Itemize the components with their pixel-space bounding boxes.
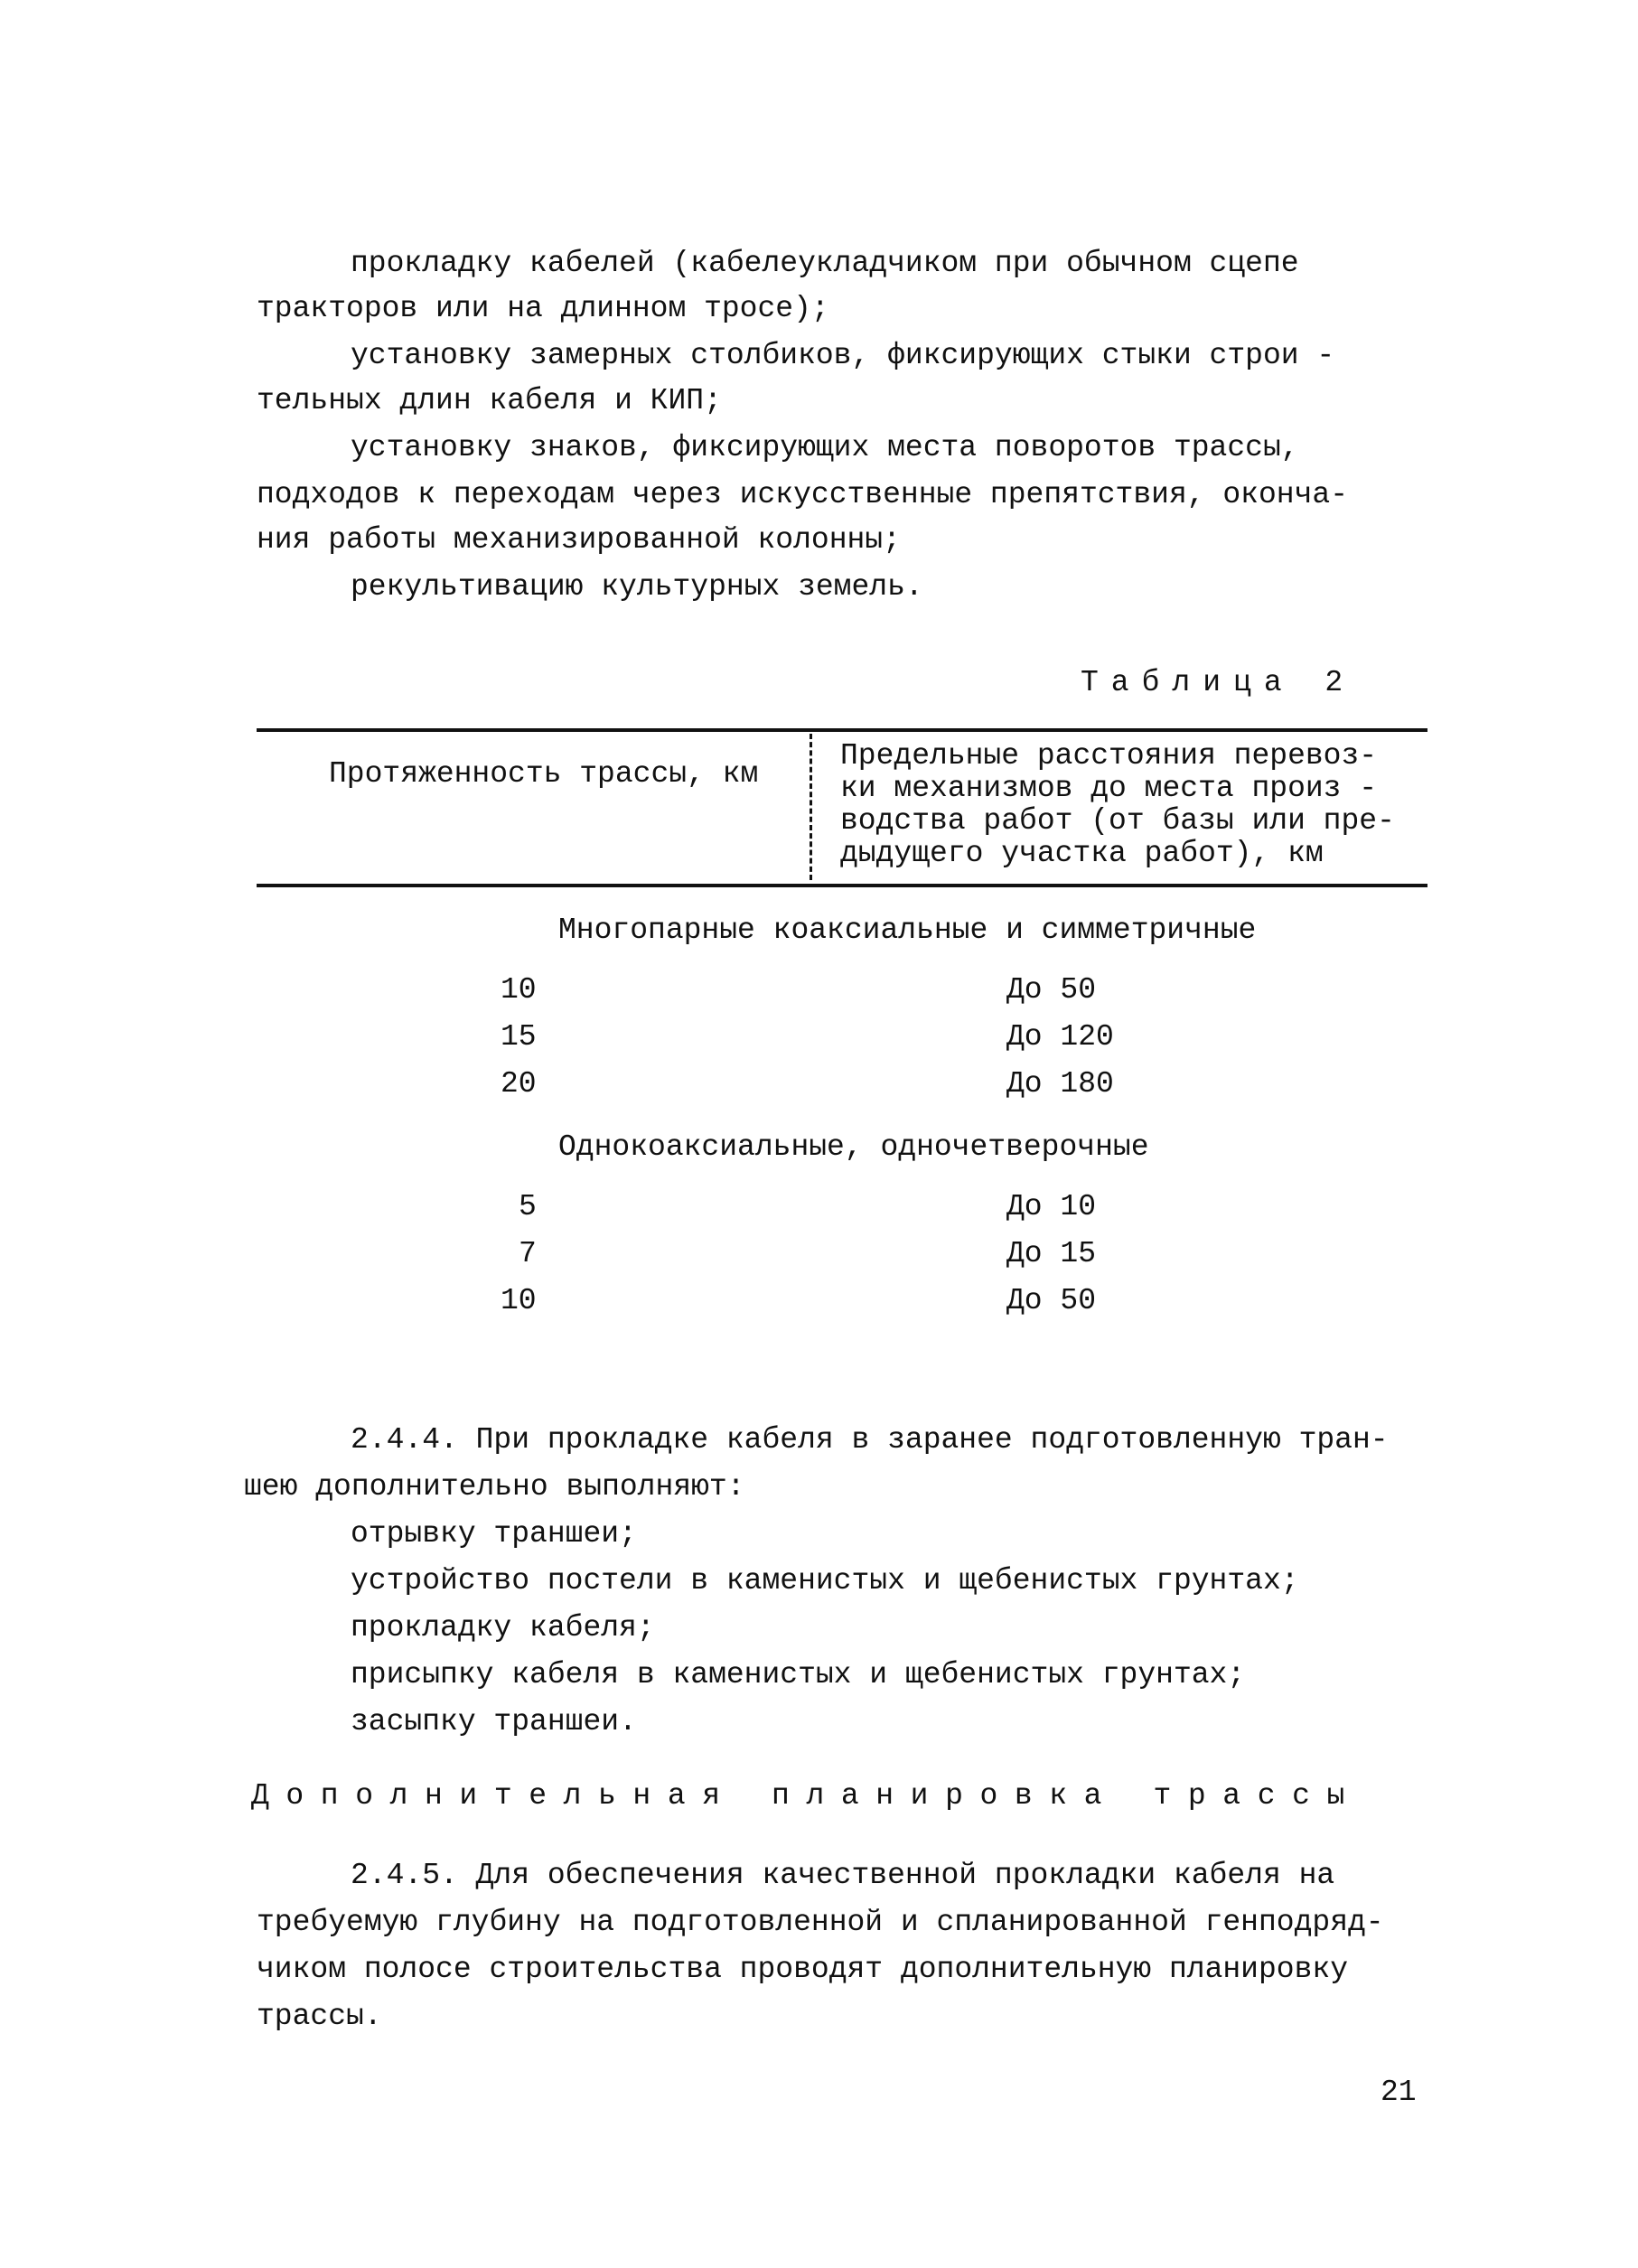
table-row-length: 7 (519, 1237, 537, 1270)
table-caption: Таблица 2 (1081, 666, 1356, 699)
section-245-line-1: 2.4.5. Для обеспечения качественной прокладки кабеля на (351, 1859, 1335, 1892)
section-244-line-3: отрывку траншеи; (351, 1517, 637, 1551)
intro-line-5: установку знаков, фиксирующих места поворотов трассы, (351, 431, 1299, 464)
table-col1-header: Протяженность трассы, км (329, 757, 759, 791)
section-244-line-1: 2.4.4. При прокладке кабеля в заранее подготовленную тран- (351, 1423, 1389, 1457)
intro-line-4: тельных длин кабеля и КИП; (257, 384, 722, 417)
section-245-line-4: трассы. (257, 2000, 382, 2033)
table-row-length: 5 (519, 1190, 537, 1223)
table-row-length: 20 (501, 1067, 537, 1101)
section-heading: Дополнительная планировка трассы (251, 1779, 1362, 1813)
table-row-distance: До 10 (1006, 1190, 1097, 1223)
section-244-line-6: присыпку кабеля в каменистых и щебенистых грунтах; (351, 1658, 1246, 1692)
table-row-length: 15 (501, 1020, 537, 1054)
intro-line-1: прокладку кабелей (кабелеукладчиком при обычном сцепе (351, 247, 1299, 280)
intro-line-6: подходов к переходам через искусственные препятствия, оконча- (257, 478, 1348, 511)
table-top-rule (257, 728, 1427, 732)
intro-line-2: тракторов или на длинном тросе); (257, 292, 829, 325)
table-header-bottom-rule (257, 884, 1427, 887)
table-col2-header-line-4: дыдущего участка работ), км (840, 837, 1324, 870)
section-244-line-4: устройство постели в каменистых и щебенистых грунтах; (351, 1564, 1299, 1598)
table-row-length: 10 (501, 973, 537, 1007)
table-row-length: 10 (501, 1284, 537, 1317)
table-column-divider (810, 734, 812, 880)
intro-line-7: ния работы механизированной колонны; (257, 523, 901, 557)
section-245-line-3: чиком полосе строительства проводят дополнительную планировку (257, 1953, 1348, 1986)
table-group-title: Многопарные коаксиальные и симметричные (558, 914, 1257, 947)
page-number: 21 (1381, 2076, 1417, 2109)
table-col2-header-line-1: Предельные расстояния перевоз- (840, 739, 1378, 773)
table-row-distance: До 180 (1006, 1067, 1114, 1101)
table-row-distance: До 15 (1006, 1237, 1097, 1270)
table-row-distance: До 50 (1006, 1284, 1097, 1317)
intro-line-3: установку замерных столбиков, фиксирующих стыки строи - (351, 339, 1335, 372)
intro-line-8: рекультивацию культурных земель. (351, 570, 923, 604)
section-245-line-2: требуемую глубину на подготовленной и спланированной генподряд- (257, 1906, 1384, 1939)
section-244-line-2: шею дополнительно выполняют: (244, 1470, 745, 1504)
table-row-distance: До 120 (1006, 1020, 1114, 1054)
table-col2-header-line-3: водства работ (от базы или пре- (840, 804, 1395, 838)
section-244-line-7: засыпку траншеи. (351, 1705, 637, 1738)
section-244-line-5: прокладку кабеля; (351, 1611, 655, 1645)
table-col2-header-line-2: ки механизмов до места произ - (840, 772, 1378, 805)
table-group-title: Однокоаксиальные, одночетверочные (558, 1130, 1149, 1164)
table-row-distance: До 50 (1006, 973, 1097, 1007)
